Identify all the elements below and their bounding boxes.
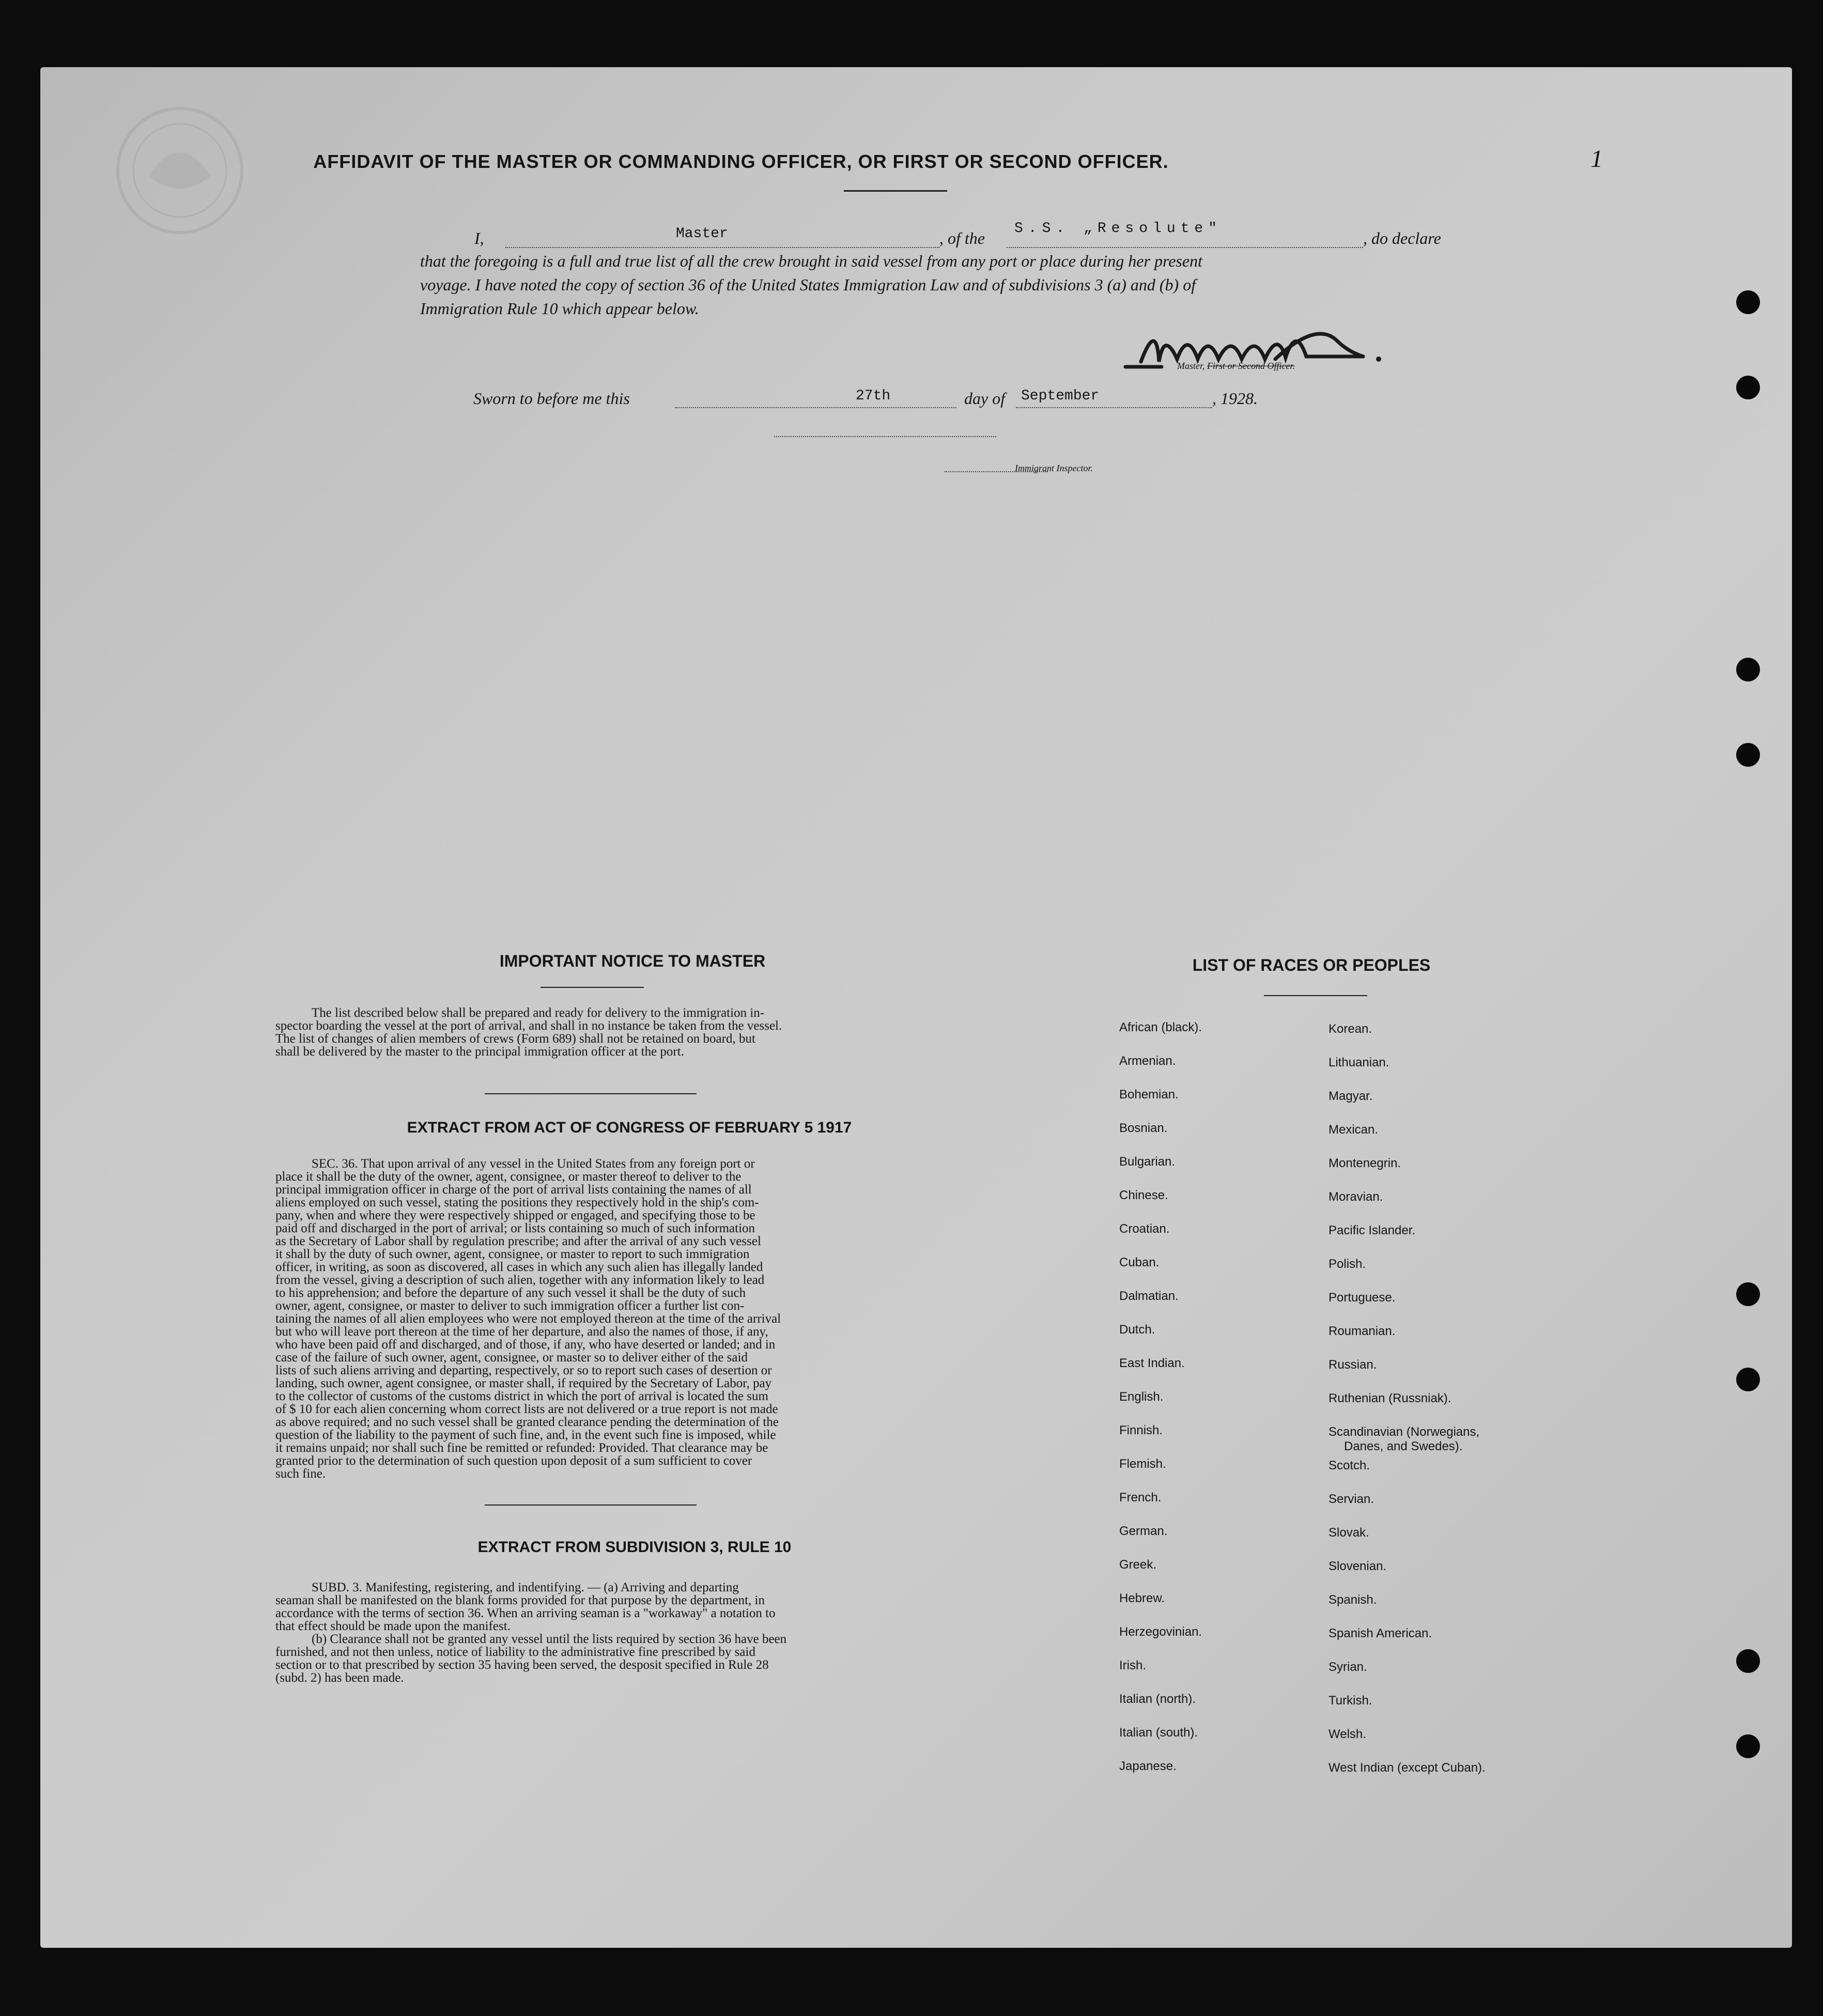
races-right-column — [1328, 1022, 1486, 1794]
race-item: Hebrew. — [1119, 1591, 1165, 1605]
notice-line: spector boarding the vessel at the port of arrival, and shall in no instance be taken from the vessel. — [275, 1019, 782, 1033]
race-item: Polish. — [1328, 1257, 1366, 1271]
act-heading: EXTRACT FROM ACT OF CONGRESS OF FEBRUARY 5 1917 — [407, 1119, 852, 1136]
sworn-label: Sworn to before me this — [473, 389, 630, 408]
punch-hole-icon — [1736, 376, 1760, 399]
rule-line: SUBD. 3. Manifesting, registering, and indentifying. — (a) Arriving and departing — [312, 1580, 739, 1594]
do-declare-label: , do declare — [1363, 229, 1441, 247]
punch-hole-icon — [1736, 1734, 1760, 1758]
of-the-label: , of the — [939, 229, 985, 247]
punch-hole-icon — [1736, 1368, 1760, 1391]
affidavit-line-2: that the foregoing is a full and true list of all the crew brought in said vessel from any port or place during her present — [420, 252, 1202, 270]
rule-text — [275, 1581, 957, 1684]
day-of-label: day of — [964, 389, 1006, 408]
race-item: Bulgarian. — [1119, 1155, 1176, 1169]
rule-line: (b) Clearance shall not be granted any vessel until the lists required by section 36 have been — [312, 1632, 787, 1646]
race-item: Servian. — [1328, 1492, 1374, 1506]
race-item: Flemish. — [1119, 1457, 1166, 1471]
race-item: Magyar. — [1328, 1089, 1373, 1103]
act-line: it remains unpaid; nor shall such fine be remitted or refunded: Provided. That clearance may be — [275, 1441, 768, 1455]
race-item: Roumanian. — [1328, 1324, 1396, 1338]
act-line: question of the liability to the payment of such fine, and, in the event such fine is imposed, while — [275, 1428, 776, 1442]
vessel-value: S.S. „Resolute" — [1014, 221, 1223, 237]
race-item: French. — [1119, 1491, 1162, 1505]
sworn-line — [473, 383, 1455, 409]
race-item: Ruthenian (Russniak). — [1328, 1391, 1451, 1405]
signature-caption — [1177, 361, 1295, 371]
race-item: Syrian. — [1328, 1660, 1367, 1674]
race-item: East Indian. — [1119, 1356, 1185, 1370]
act-line: principal immigration officer in charge of the port of arrival lists containing the names of all — [275, 1183, 752, 1197]
act-line: aliens employed on such vessel, stating the positions they respectively hold in the ship's com- — [275, 1196, 759, 1209]
race-item: Dutch. — [1119, 1323, 1155, 1337]
punch-hole-icon — [1736, 290, 1760, 314]
race-item: Cuban. — [1119, 1255, 1160, 1269]
act-line: owner, agent, consignee, or master to deliver to such immigration officer a further list con- — [275, 1299, 745, 1313]
rule-line: that effect should be made upon the manifest. — [275, 1619, 511, 1633]
act-line: landing, such owner, agent consignee, or master shall, if required by the Secretary of Labor, pay — [275, 1376, 772, 1390]
act-line: but who will leave port thereon at the time of her departure, and also the names of those, if any, — [275, 1325, 768, 1339]
inspector-signature-line — [774, 435, 996, 437]
race-item: Korean. — [1328, 1022, 1372, 1036]
act-line: such fine. — [275, 1467, 326, 1481]
act-line: of $ 10 for each alien concerning whom correct lists are not delivered or a true report is not made — [275, 1402, 778, 1416]
race-item: Turkish. — [1328, 1694, 1372, 1708]
notice-divider — [540, 987, 644, 988]
affidavit-line-1 — [474, 222, 1456, 248]
race-item: West Indian (except Cuban). — [1328, 1761, 1486, 1775]
notice-heading: IMPORTANT NOTICE TO MASTER — [499, 952, 766, 970]
race-item: Russian. — [1328, 1358, 1377, 1372]
rule-line: seaman shall be manifested on the blank forms provided for that purpose by the department, in — [275, 1593, 765, 1607]
act-line: from the vessel, giving a description of such alien, together with any information likely to lead — [275, 1273, 765, 1287]
affidavit-title: AFFIDAVIT OF THE MASTER OR COMMANDING OFFICER, OR FIRST OR SECOND OFFICER. — [313, 151, 1169, 172]
act-line: paid off and discharged in the port of arrival; or lists containing so much of such information — [275, 1221, 755, 1235]
month-value: September — [1021, 388, 1100, 404]
day-blank — [675, 383, 956, 408]
document-sheet — [40, 67, 1792, 1948]
race-item: Spanish. — [1328, 1593, 1377, 1607]
signature-caption-master: Master, — [1177, 361, 1205, 371]
races-divider — [1264, 995, 1367, 996]
corner-mark: 1 — [1590, 145, 1603, 173]
race-item: Bohemian. — [1119, 1088, 1179, 1102]
notice-bottom-divider — [485, 1093, 697, 1094]
officer-value: Master — [676, 226, 728, 242]
title-divider — [844, 190, 947, 192]
act-text — [275, 1157, 957, 1480]
day-value: 27th — [856, 388, 891, 404]
rule-line: accordance with the terms of section 36. When an arriving seaman is a "workaway" a notation to — [275, 1606, 776, 1620]
race-item: Italian (north). — [1119, 1692, 1196, 1706]
notice-line: The list described below shall be prepared and ready for delivery to the immigration in- — [312, 1006, 765, 1020]
race-item: Finnish. — [1119, 1423, 1163, 1437]
act-line: to his apprehension; and before the departure of any such vessel it shall be the duty of such — [275, 1286, 746, 1300]
races-left-column — [1119, 1020, 1202, 1793]
race-item: Montenegrin. — [1328, 1156, 1401, 1170]
affidavit-line-4: Immigration Rule 10 which appear below. — [420, 299, 699, 318]
race-item: Moravian. — [1328, 1190, 1383, 1204]
race-item: Irish. — [1119, 1658, 1147, 1672]
race-item: Slovak. — [1328, 1526, 1369, 1540]
act-line: lists of such aliens arriving and departing, respectively, or so to report such cases of desertion or — [275, 1363, 772, 1377]
race-item: Spanish American. — [1328, 1626, 1432, 1640]
race-item: Pacific Islander. — [1328, 1223, 1416, 1237]
race-item: Italian (south). — [1119, 1726, 1198, 1740]
act-line: as above required; and no such vessel shall be granted clearance pending the determination of the — [275, 1415, 779, 1429]
notice-line: The list of changes of alien members of crews (Form 689) shall not be retained on board, but — [275, 1032, 755, 1046]
notice-text — [275, 1006, 957, 1058]
race-item: German. — [1119, 1524, 1168, 1538]
act-line: taining the names of all alien employees who were not employed thereon at the time of the arrival — [275, 1312, 781, 1326]
punch-hole-icon — [1736, 1282, 1760, 1306]
race-item: Portuguese. — [1328, 1291, 1396, 1305]
punch-hole-icon — [1736, 658, 1760, 681]
word-i: I, — [474, 229, 484, 247]
race-item: Welsh. — [1328, 1727, 1366, 1741]
affidavit-line-3: voyage. I have noted the copy of section 36 of the United States Immigration Law and of subdivisions 3 (a) and (b) of — [420, 275, 1196, 294]
race-item: Japanese. — [1119, 1759, 1177, 1773]
rule-line: section or to that prescribed by section 35 having been served, the desposit specified in Rule 28 — [275, 1658, 769, 1672]
race-item: Chinese. — [1119, 1188, 1168, 1202]
rule-line: furnished, and not then unless, notice of liability to the administrative fine prescribed by said — [275, 1645, 755, 1659]
race-item: Herzegovinian. — [1119, 1625, 1202, 1639]
act-line: it shall by the duty of such owner, agent, consignee, or master to report to such immigration — [275, 1247, 750, 1261]
race-item: Lithuanian. — [1328, 1056, 1389, 1069]
race-item: African (black). — [1119, 1020, 1202, 1034]
rule-line: (subd. 2) has been made. — [275, 1671, 404, 1685]
act-line: who have been paid off and discharged, and of those, if any, who have deserted or landed; and in — [275, 1338, 776, 1352]
notice-line: shall be delivered by the master to the principal immigration officer at the port. — [275, 1045, 684, 1059]
race-item: English. — [1119, 1390, 1164, 1404]
race-item: Scandinavian (Norwegians, — [1328, 1425, 1480, 1439]
race-item: Dalmatian. — [1119, 1289, 1179, 1303]
act-line: granted prior to the determination of such question upon deposit of a sum sufficient to cover — [275, 1454, 752, 1468]
punch-hole-icon — [1736, 743, 1760, 767]
rule-heading: EXTRACT FROM SUBDIVISION 3, RULE 10 — [477, 1539, 792, 1556]
race-item: Scotch. — [1328, 1459, 1370, 1472]
act-line: officer, in writing, as soon as discovered, all cases in which any such alien has illegally landed — [275, 1260, 763, 1274]
act-line: pany, when and where they were respectively shipped or engaged, and specifying those to be — [275, 1208, 755, 1222]
race-item: Croatian. — [1119, 1222, 1170, 1236]
year-value: , 1928. — [1212, 389, 1258, 408]
races-heading: LIST OF RACES OR PEOPLES — [1192, 956, 1431, 974]
race-item: Armenian. — [1119, 1054, 1176, 1068]
act-line: to the collector of customs of the customs district in which the port of arrival is located the sum — [275, 1389, 768, 1403]
race-item: Mexican. — [1328, 1123, 1379, 1137]
act-line: place it shall be the duty of the owner, agent, consignee, or master thereof to deliver to the — [275, 1170, 741, 1184]
act-line: SEC. 36. That upon arrival of any vessel in the United States from any foreign port or — [312, 1157, 755, 1171]
race-item: Greek. — [1119, 1558, 1157, 1572]
race-item: Slovenian. — [1328, 1559, 1387, 1573]
punch-hole-icon — [1736, 1649, 1760, 1673]
race-item: Danes, and Swedes). — [1344, 1439, 1463, 1453]
race-item: Bosnian. — [1119, 1121, 1168, 1135]
signature-caption-struck: First or Second Officer. — [1207, 361, 1295, 371]
act-bottom-divider — [485, 1505, 697, 1506]
act-line: case of the failure of such owner, agent, consignee, or master so to deliver either of the said — [275, 1351, 748, 1364]
act-line: as the Secretary of Labor shall by regulation prescribe; and after the arrival of any such vessel — [275, 1234, 761, 1248]
inspector-caption: Immigrant Inspector. — [1015, 463, 1093, 473]
